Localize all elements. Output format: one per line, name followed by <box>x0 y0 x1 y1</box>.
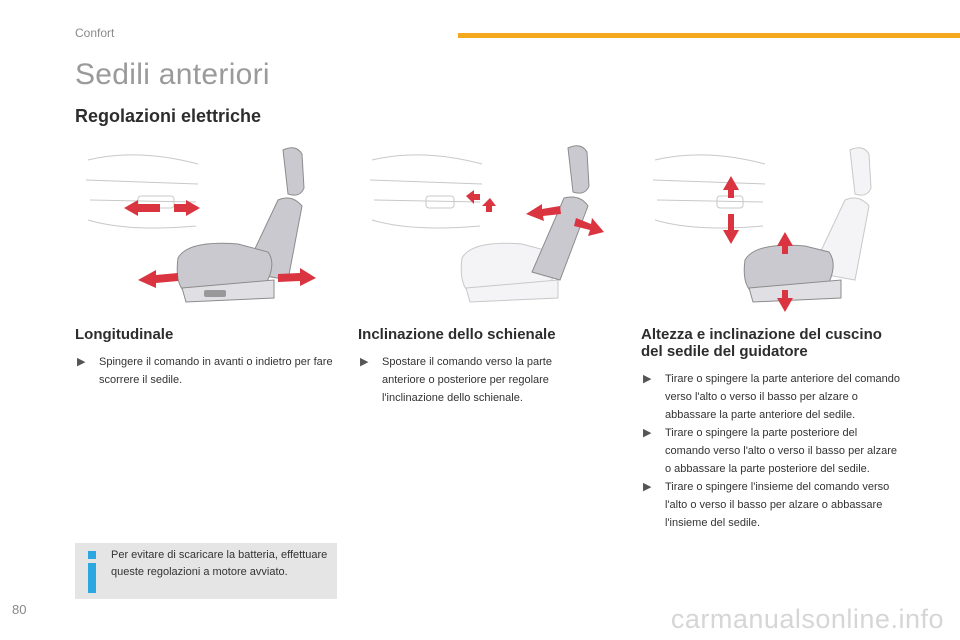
arrow-bullet-icon: ▶ <box>643 373 652 385</box>
column-cushion <box>641 326 901 532</box>
info-text: Per evitare di scaricare la batteria, effettuare queste regolazioni a motore avviato. <box>111 549 328 578</box>
list-item: ▶ Tirare o spingere la parte posteriore del comando verso l'alto o verso il basso per alzare o abbassare la parte posteriore del sedile. <box>641 424 901 478</box>
seat-illustration-longitudinal <box>78 140 338 315</box>
column-heading: Altezza e inclinazione del cuscino del sedile del guidatore <box>641 326 882 360</box>
arrow-bullet-icon: ▶ <box>643 481 652 493</box>
section-label: Confort <box>75 26 115 40</box>
list-item: ▶ Tirare o spingere la parte anteriore del comando verso l'alto o verso il basso per alzare o abbassare la parte anteriore del sedile. <box>641 370 901 424</box>
seat-illustration-cushion <box>645 140 905 315</box>
column-longitudinal <box>75 326 340 389</box>
watermark: carmanualsonline.info <box>670 604 944 634</box>
info-icon <box>85 551 99 593</box>
list-item: ▶ Tirare o spingere l'insieme del comando verso l'alto o verso il basso per alzare o abbassare l'insieme del sedile. <box>641 478 901 532</box>
header-accent-bar <box>458 33 960 38</box>
page-number: 80 <box>12 602 27 617</box>
seat-illustration-backrest <box>362 140 622 315</box>
page-title: Sedili anteriori <box>75 58 270 91</box>
arrow-bullet-icon: ▶ <box>77 356 86 368</box>
column-heading: Inclinazione dello schienale <box>358 326 556 343</box>
column-backrest <box>358 326 588 407</box>
column-heading: Longitudinale <box>75 326 174 343</box>
page-subtitle: Regolazioni elettriche <box>75 106 262 126</box>
list-item: ▶ Spostare il comando verso la parte anteriore o posteriore per regolare l'inclinazione dello schienale. <box>358 353 588 407</box>
list-item: ▶ Spingere il comando in avanti o indietro per fare scorrere il sedile. <box>75 353 340 389</box>
arrow-bullet-icon: ▶ <box>360 356 369 368</box>
arrow-bullet-icon: ▶ <box>643 427 652 439</box>
info-box <box>75 543 337 599</box>
